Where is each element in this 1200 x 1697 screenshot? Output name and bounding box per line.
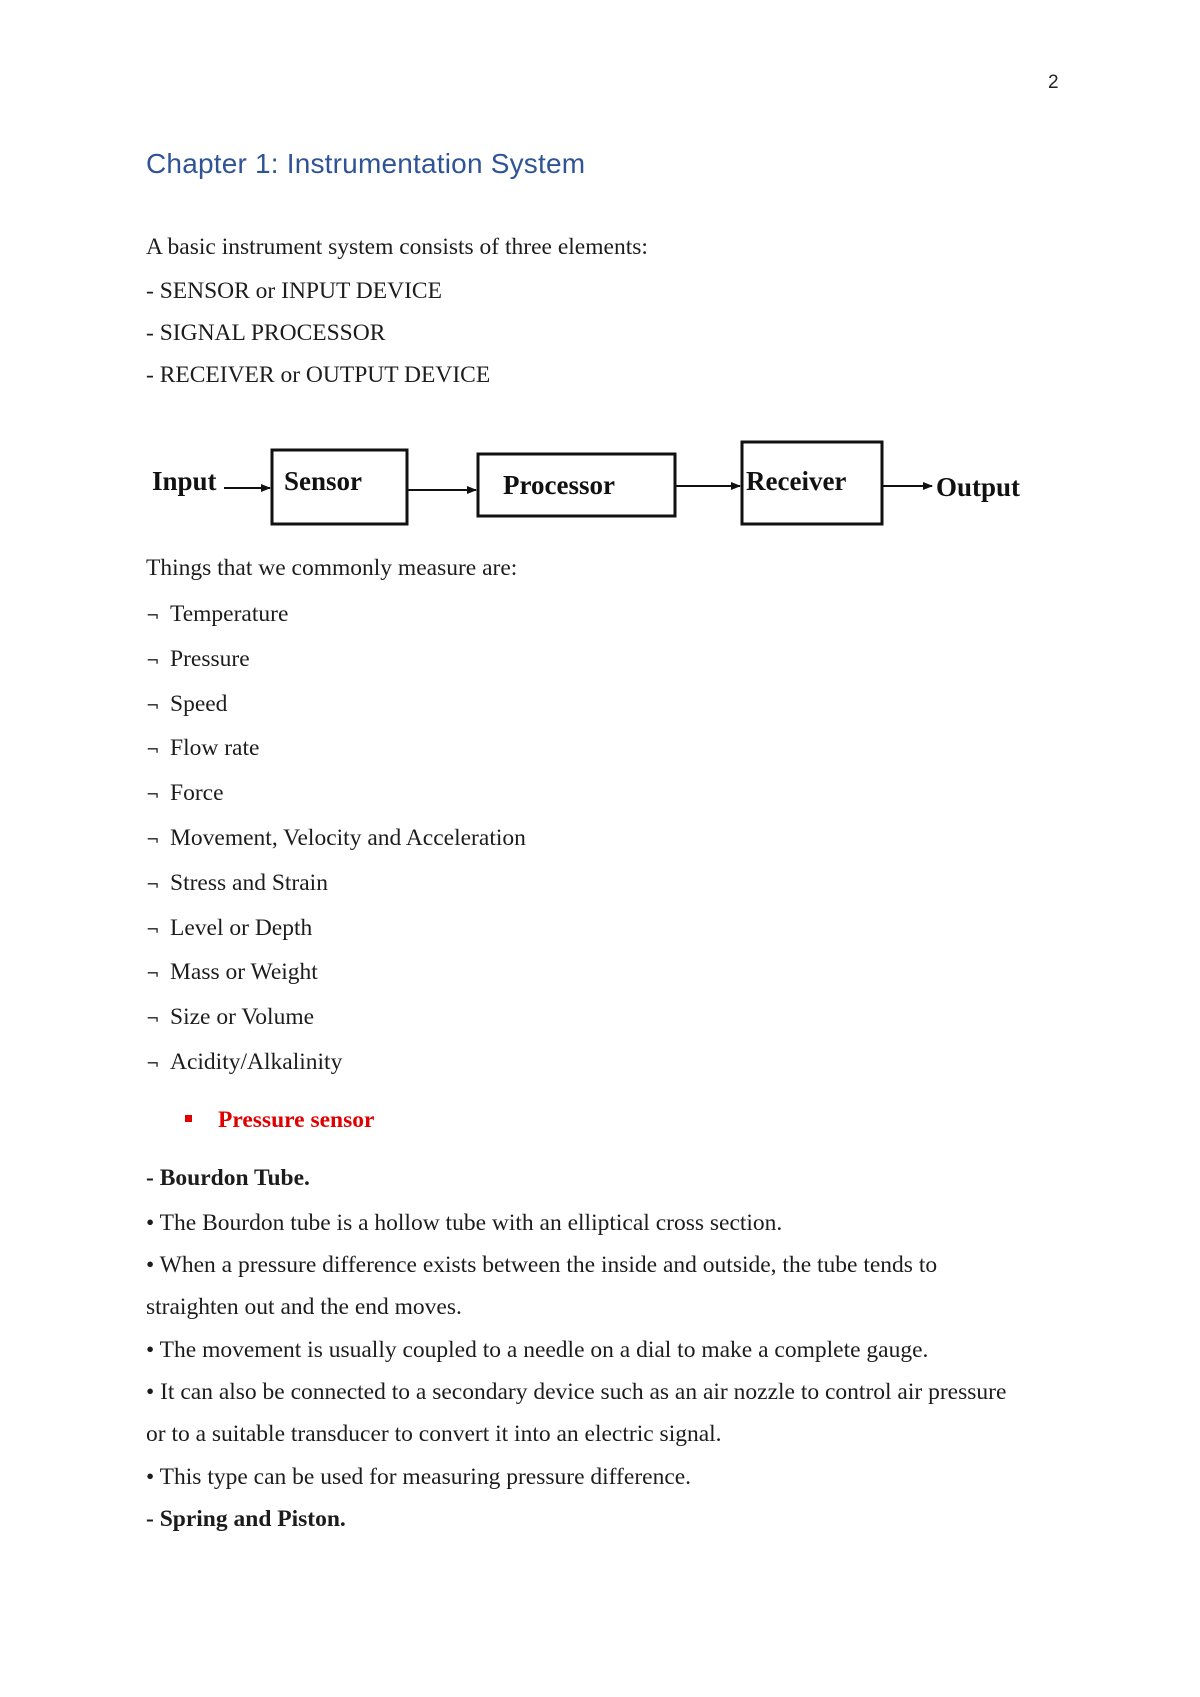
not-sign-bullet: ¬ — [146, 874, 160, 894]
pressure-sensor-heading — [185, 1107, 374, 1134]
measure-intro-text: Things that we commonly measure are: — [146, 555, 518, 581]
bourdon-point: • It can also be connected to a secondary device such as an air nozzle to control air pressure — [146, 1379, 1007, 1405]
not-sign-bullet: ¬ — [146, 964, 160, 984]
bourdon-point: • When a pressure difference exists between the inside and outside, the tube tends to — [146, 1252, 938, 1278]
list-item-label: Force — [170, 780, 224, 807]
not-sign-bullet: ¬ — [146, 785, 160, 805]
list-item — [146, 599, 526, 644]
bourdon-tube-heading: - Bourdon Tube. — [146, 1165, 310, 1191]
diagram-output-label: Output — [936, 472, 1021, 502]
chapter-title: Chapter 1: Instrumentation System — [146, 148, 586, 179]
instrument-system-diagram — [146, 430, 1046, 540]
list-item — [146, 644, 526, 689]
list-item — [146, 868, 526, 913]
not-sign-bullet: ¬ — [146, 695, 160, 715]
list-item-label: Mass or Weight — [170, 959, 318, 986]
bourdon-point-continuation: straighten out and the end moves. — [146, 1294, 462, 1320]
list-item-label: Acidity/Alkalinity — [170, 1048, 343, 1075]
list-item-label: Pressure — [170, 645, 250, 672]
list-item — [146, 1002, 526, 1047]
list-item — [146, 823, 526, 868]
diagram-processor-label: Processor — [503, 470, 615, 500]
list-item-label: Level or Depth — [170, 914, 313, 941]
bourdon-point: • This type can be used for measuring pressure difference. — [146, 1464, 692, 1490]
bourdon-point: • The movement is usually coupled to a needle on a dial to make a complete gauge. — [146, 1337, 929, 1363]
measured-quantities-list — [146, 599, 526, 1092]
list-item-label: Temperature — [170, 601, 289, 627]
page-number: 2 — [1048, 72, 1059, 93]
square-bullet-icon — [185, 1115, 192, 1122]
list-item-label: Flow rate — [170, 735, 260, 762]
list-item-label: Speed — [170, 690, 228, 717]
element-item: - SIGNAL PROCESSOR — [146, 320, 386, 346]
not-sign-bullet: ¬ — [146, 1053, 160, 1073]
not-sign-bullet: ¬ — [146, 919, 160, 939]
list-item-label: Size or Volume — [170, 1004, 315, 1031]
not-sign-bullet: ¬ — [146, 829, 160, 849]
element-item: - RECEIVER or OUTPUT DEVICE — [146, 362, 491, 388]
list-item — [146, 689, 526, 734]
element-item: - SENSOR or INPUT DEVICE — [146, 278, 442, 304]
list-item — [146, 1047, 526, 1092]
bourdon-point: • The Bourdon tube is a hollow tube with an elliptical cross section. — [146, 1210, 783, 1236]
not-sign-bullet: ¬ — [146, 606, 160, 625]
elements-list — [146, 276, 490, 402]
list-item-label: Movement, Velocity and Acceleration — [170, 824, 526, 851]
pressure-sensor-heading-text: Pressure sensor — [218, 1107, 375, 1133]
not-sign-bullet: ¬ — [146, 1009, 160, 1029]
list-item — [146, 733, 526, 778]
not-sign-bullet: ¬ — [146, 650, 160, 670]
diagram-input-label: Input — [152, 466, 217, 496]
intro-text: A basic instrument system consists of three elements: — [146, 234, 648, 260]
list-item — [146, 913, 526, 958]
diagram-receiver-label: Receiver — [746, 466, 847, 496]
diagram-sensor-label: Sensor — [284, 466, 363, 496]
list-item-label: Stress and Strain — [170, 869, 328, 896]
list-item — [146, 778, 526, 823]
spring-piston-heading: - Spring and Piston. — [146, 1506, 346, 1532]
list-item — [146, 957, 526, 1002]
not-sign-bullet: ¬ — [146, 740, 160, 760]
bourdon-point-continuation: or to a suitable transducer to convert it into an electric signal. — [146, 1421, 722, 1447]
